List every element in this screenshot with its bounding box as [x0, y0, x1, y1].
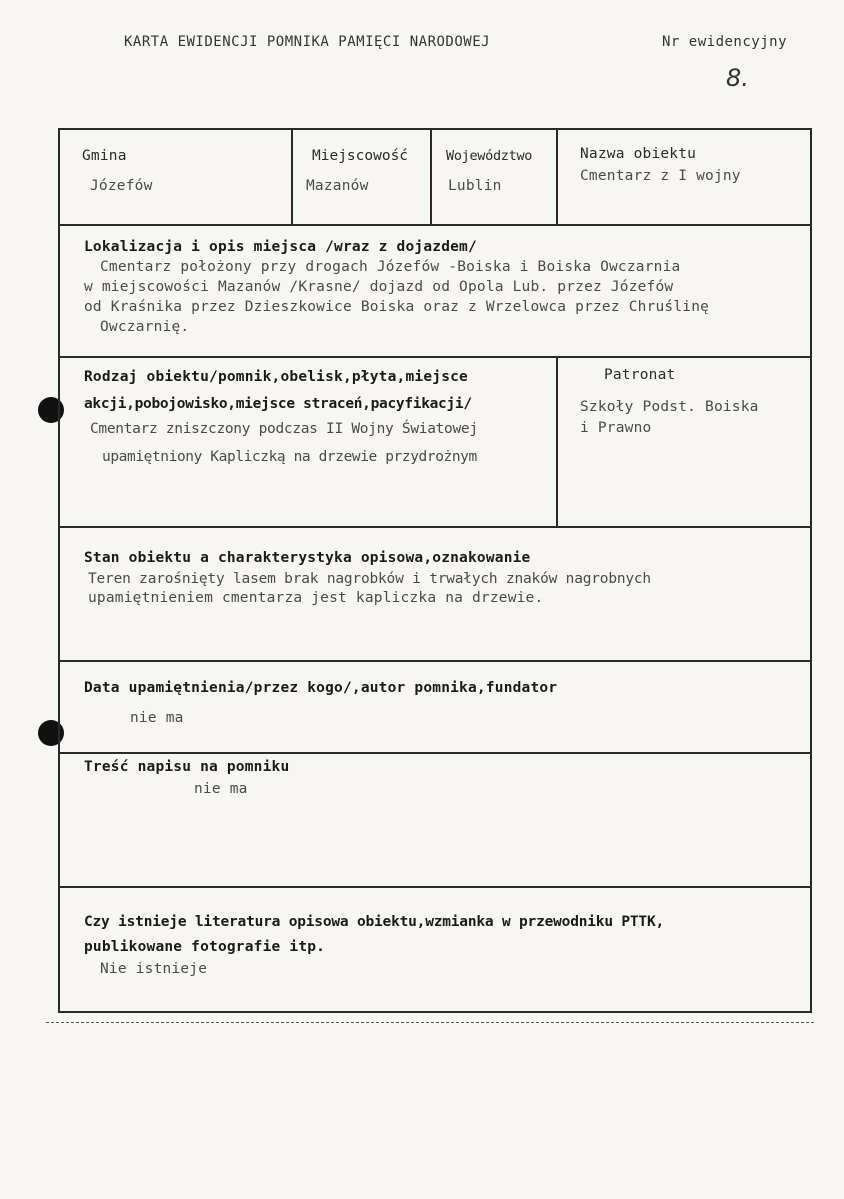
row-divider-5	[58, 752, 812, 754]
lokalizacja-line-2: w miejscowości Mazanów /Krasne/ dojazd od Opola Lub. przez Józefów	[84, 279, 674, 295]
wojewodztwo-label: Województwo	[446, 148, 533, 164]
frame-right-line	[810, 128, 812, 1012]
lokalizacja-line-3: od Kraśnika przez Dzieszkowice Boiska oraz z Wrzelowca przez Chruślinę	[84, 299, 710, 315]
row-divider-6	[58, 886, 812, 888]
stan-label: Stan obiektu a charakterystyka opisowa,oznakowanie	[84, 550, 531, 566]
stan-line-2: upamiętnieniem cmentarza jest kapliczka na drzewie.	[88, 590, 544, 606]
miejscowosc-label: Miejscowość	[312, 148, 409, 164]
tresc-napisu-label: Treść napisu na pomniku	[84, 759, 290, 775]
patronat-label: Patronat	[604, 367, 676, 383]
col-divider-1	[291, 128, 293, 224]
frame-left-line	[58, 128, 60, 1012]
literatura-label-line-1: Czy istnieje literatura opisowa obiektu,wzmianka w przewodniku PTTK,	[84, 914, 665, 930]
punch-hole-top	[38, 397, 64, 423]
tresc-napisu-value: nie ma	[194, 781, 248, 797]
card-bottom-edge	[46, 1022, 814, 1023]
record-number-label: Nr ewidencyjny	[662, 34, 788, 50]
card-title: KARTA EWIDENCJI POMNIKA PAMIĘCI NARODOWEJ	[124, 34, 491, 50]
col-divider-2	[430, 128, 432, 224]
row-divider-3	[58, 526, 812, 528]
nazwa-obiektu-value: Cmentarz z I wojny	[580, 168, 741, 184]
frame-bottom-line	[58, 1011, 812, 1013]
frame-top-line	[58, 128, 812, 130]
literatura-label-line-2: publikowane fotografie itp.	[84, 939, 326, 955]
miejscowosc-value: Mazanów	[306, 178, 369, 194]
punch-hole-bottom	[38, 720, 64, 746]
record-number: 8.	[726, 64, 749, 92]
patronat-line-2: i Prawno	[580, 420, 652, 436]
nazwa-obiektu-label: Nazwa obiektu	[580, 146, 697, 162]
row-divider-4	[58, 660, 812, 662]
gmina-label: Gmina	[82, 148, 127, 164]
row-divider-2	[58, 356, 812, 358]
data-upamietnienia-value: nie ma	[130, 710, 184, 726]
rodzaj-label-line-1: Rodzaj obiektu/pomnik,obelisk,płyta,miejsce	[84, 369, 468, 385]
rodzaj-value-line-1: Cmentarz zniszczony podczas II Wojny Światowej	[90, 421, 478, 437]
lokalizacja-line-1: Cmentarz położony przy drogach Józefów -Boiska i Boiska Owczarnia	[100, 259, 681, 275]
stan-line-1: Teren zarośnięty lasem brak nagrobków i trwałych znaków nagrobnych	[88, 571, 651, 587]
rodzaj-value-line-2: upamiętniony Kapliczką na drzewie przydrożnym	[102, 449, 477, 465]
wojewodztwo-value: Lublin	[448, 178, 502, 194]
row-divider-1	[58, 224, 812, 226]
lokalizacja-line-4: Owczarnię.	[100, 319, 190, 335]
col-divider-3	[556, 128, 558, 224]
literatura-value: Nie istnieje	[100, 961, 208, 977]
patronat-line-1: Szkoły Podst. Boiska	[580, 399, 759, 415]
rodzaj-label-line-2: akcji,pobojowisko,miejsce straceń,pacyfikacji/	[84, 396, 472, 412]
data-upamietnienia-label: Data upamiętnienia/przez kogo/,autor pomnika,fundator	[84, 680, 558, 696]
col-divider-patronat	[556, 356, 558, 526]
gmina-value: Józefów	[90, 178, 153, 194]
lokalizacja-label: Lokalizacja i opis miejsca /wraz z dojazdem/	[84, 239, 477, 255]
